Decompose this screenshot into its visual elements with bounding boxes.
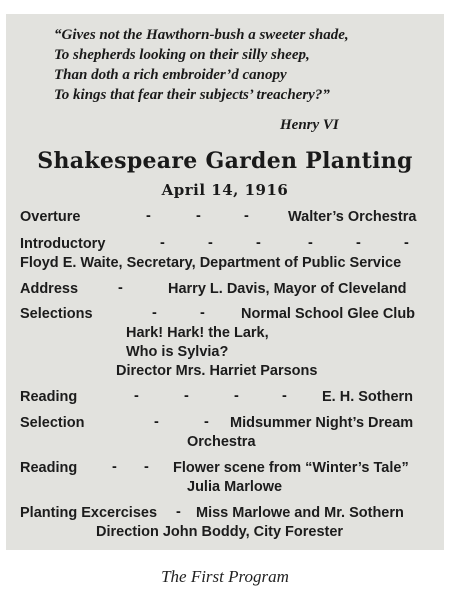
introductory-detail: Floyd E. Waite, Secretary, Department of Public Service: [20, 255, 402, 271]
leader-dash: -: [176, 504, 181, 520]
leader-dash: -: [134, 388, 139, 404]
leader-dash: -: [160, 235, 165, 251]
reading-reader: Julia Marlowe: [187, 479, 283, 495]
epigraph-quote: [54, 25, 349, 105]
leader-dash: -: [146, 208, 151, 224]
leader-dash: -: [184, 388, 189, 404]
reading-label: Reading: [20, 389, 78, 405]
leader-dash: -: [244, 208, 249, 224]
leader-dash: -: [204, 414, 209, 430]
overture-label: Overture: [20, 209, 81, 225]
quote-attribution: Henry VI: [280, 117, 339, 133]
leader-dash: -: [404, 235, 409, 251]
leader-dash: -: [356, 235, 361, 251]
planting-label: Planting Excercises: [20, 505, 158, 521]
quote-line: To kings that fear their subjects’ treachery?”: [54, 87, 330, 103]
leader-dash: -: [118, 280, 123, 296]
figure-caption: The First Program: [161, 567, 289, 586]
reading-piece: Flower scene from “Winter’s Tale”: [173, 460, 409, 476]
leader-dash: -: [152, 305, 157, 321]
reading-reader: E. H. Sothern: [322, 389, 414, 405]
song-title: Hark! Hark! the Lark,: [126, 325, 269, 341]
quote-line: “Gives not the Hawthorn-bush a sweeter shade,: [54, 27, 349, 43]
selection-piece: Midsummer Night’s Dream: [230, 415, 414, 431]
leader-dash: -: [112, 459, 117, 475]
reading-label: Reading: [20, 460, 78, 476]
selections-performer: Normal School Glee Club: [241, 306, 416, 322]
leader-dash: -: [208, 235, 213, 251]
leader-dash: -: [234, 388, 239, 404]
planting-direction: Direction John Boddy, City Forester: [96, 524, 344, 540]
selection-performer: Orchestra: [187, 434, 256, 450]
selections-director: Director Mrs. Harriet Parsons: [116, 363, 318, 379]
leader-dash: -: [282, 388, 287, 404]
program-title: Shakespeare Garden Planting: [37, 148, 413, 174]
leader-dash: -: [308, 235, 313, 251]
overture-performer: Walter’s Orchestra: [288, 209, 417, 225]
leader-dash: -: [196, 208, 201, 224]
leader-dash: -: [154, 414, 159, 430]
selections-label: Selections: [20, 306, 93, 322]
selection-label: Selection: [20, 415, 85, 431]
introductory-label: Introductory: [20, 236, 106, 252]
address-speaker: Harry L. Davis, Mayor of Cleveland: [168, 281, 407, 297]
program-date: April 14, 1916: [161, 181, 289, 199]
quote-line: Than doth a rich embroider’d canopy: [54, 67, 287, 83]
planting-participants: Miss Marlowe and Mr. Sothern: [196, 505, 404, 521]
quote-line: To shepherds looking on their silly sheep,: [54, 47, 310, 63]
leader-dash: -: [144, 459, 149, 475]
address-label: Address: [20, 281, 79, 297]
leader-dash: -: [200, 305, 205, 321]
song-title: Who is Sylvia?: [126, 344, 229, 360]
leader-dash: -: [256, 235, 261, 251]
